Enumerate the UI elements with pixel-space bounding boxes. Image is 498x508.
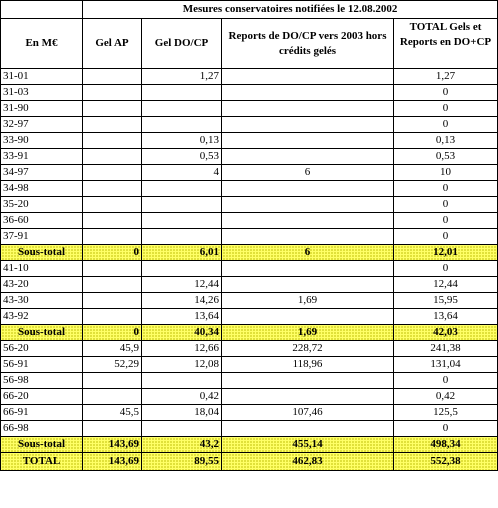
table-row — [1, 85, 498, 101]
row-code: 43-20 — [1, 277, 83, 293]
table-row — [1, 293, 498, 309]
subtotal-label: Sous-total — [1, 325, 83, 341]
gel-ap-cell: 143,69 — [83, 437, 142, 453]
table-row — [1, 405, 498, 421]
table-row — [1, 229, 498, 245]
total-cell: 0 — [394, 101, 498, 117]
gel-ap-cell — [83, 261, 142, 277]
table-row — [1, 117, 498, 133]
grand-total-row — [1, 453, 498, 471]
gel-docp-cell: 1,27 — [142, 69, 222, 85]
gel-docp-cell: 0,53 — [142, 149, 222, 165]
reports-cell — [222, 69, 394, 85]
gel-docp-cell: 0,13 — [142, 133, 222, 149]
gel-docp-cell: 12,66 — [142, 341, 222, 357]
total-cell: 12,44 — [394, 277, 498, 293]
gel-docp-cell — [142, 117, 222, 133]
total-cell: 0,13 — [394, 133, 498, 149]
gel-ap-cell — [83, 309, 142, 325]
header-row — [1, 19, 498, 69]
gel-ap-cell: 0 — [83, 325, 142, 341]
row-code: 41-10 — [1, 261, 83, 277]
gel-docp-cell: 0,42 — [142, 389, 222, 405]
gel-docp-cell — [142, 197, 222, 213]
reports-cell — [222, 181, 394, 197]
header-en-meuro: En M€ — [1, 19, 83, 69]
reports-cell — [222, 389, 394, 405]
table-title: Mesures conservatoires notifiées le 12.08.2002 — [83, 1, 498, 19]
subtotal-row — [1, 245, 498, 261]
total-cell: 0 — [394, 261, 498, 277]
table-row — [1, 197, 498, 213]
gel-docp-cell — [142, 229, 222, 245]
total-cell: 15,95 — [394, 293, 498, 309]
subtotal-row — [1, 437, 498, 453]
total-cell: 0,42 — [394, 389, 498, 405]
reports-cell — [222, 197, 394, 213]
total-cell: 12,01 — [394, 245, 498, 261]
reports-cell — [222, 373, 394, 389]
gel-docp-cell — [142, 85, 222, 101]
total-cell: 0 — [394, 181, 498, 197]
gel-docp-cell — [142, 213, 222, 229]
table-row — [1, 389, 498, 405]
table-row — [1, 421, 498, 437]
reports-cell — [222, 101, 394, 117]
row-code: 66-98 — [1, 421, 83, 437]
total-cell: 498,34 — [394, 437, 498, 453]
gel-ap-cell: 143,69 — [83, 453, 142, 471]
total-cell: 0 — [394, 117, 498, 133]
row-code: 56-20 — [1, 341, 83, 357]
row-code: 31-03 — [1, 85, 83, 101]
reports-cell — [222, 117, 394, 133]
row-code: 31-01 — [1, 69, 83, 85]
gel-docp-cell: 4 — [142, 165, 222, 181]
reports-cell: 228,72 — [222, 341, 394, 357]
row-code: 34-98 — [1, 181, 83, 197]
gel-docp-cell — [142, 101, 222, 117]
row-code: 32-97 — [1, 117, 83, 133]
table-row — [1, 133, 498, 149]
gel-docp-cell — [142, 181, 222, 197]
reports-cell: 107,46 — [222, 405, 394, 421]
table-row — [1, 69, 498, 85]
gel-ap-cell: 45,5 — [83, 405, 142, 421]
reports-cell — [222, 85, 394, 101]
reports-cell — [222, 277, 394, 293]
row-code: 43-92 — [1, 309, 83, 325]
table-row — [1, 149, 498, 165]
table-row — [1, 309, 498, 325]
row-code: 66-91 — [1, 405, 83, 421]
total-cell: 0,53 — [394, 149, 498, 165]
row-code: 35-20 — [1, 197, 83, 213]
gel-ap-cell — [83, 197, 142, 213]
gel-docp-cell: 14,26 — [142, 293, 222, 309]
reports-cell: 1,69 — [222, 325, 394, 341]
reports-cell: 6 — [222, 245, 394, 261]
gel-ap-cell — [83, 213, 142, 229]
table-row — [1, 373, 498, 389]
total-cell: 0 — [394, 197, 498, 213]
reports-cell: 1,69 — [222, 293, 394, 309]
reports-cell: 462,83 — [222, 453, 394, 471]
gel-ap-cell — [83, 117, 142, 133]
table-row — [1, 181, 498, 197]
total-cell: 0 — [394, 213, 498, 229]
row-code: 56-98 — [1, 373, 83, 389]
gel-docp-cell: 12,44 — [142, 277, 222, 293]
row-code: 31-90 — [1, 101, 83, 117]
reports-cell — [222, 229, 394, 245]
total-cell: 42,03 — [394, 325, 498, 341]
total-cell: 125,5 — [394, 405, 498, 421]
gel-ap-cell — [83, 373, 142, 389]
row-code: 37-91 — [1, 229, 83, 245]
reports-cell: 118,96 — [222, 357, 394, 373]
total-cell: 0 — [394, 421, 498, 437]
gel-ap-cell — [83, 421, 142, 437]
gel-ap-cell — [83, 165, 142, 181]
gel-docp-cell: 18,04 — [142, 405, 222, 421]
table-row — [1, 165, 498, 181]
total-cell: 10 — [394, 165, 498, 181]
total-label: TOTAL — [1, 453, 83, 471]
reports-cell: 455,14 — [222, 437, 394, 453]
gel-ap-cell — [83, 389, 142, 405]
reports-cell — [222, 421, 394, 437]
row-code: 34-97 — [1, 165, 83, 181]
table-row — [1, 261, 498, 277]
gel-docp-cell: 13,64 — [142, 309, 222, 325]
total-cell: 0 — [394, 373, 498, 389]
reports-cell — [222, 133, 394, 149]
gel-docp-cell: 43,2 — [142, 437, 222, 453]
total-cell: 131,04 — [394, 357, 498, 373]
row-code: 66-20 — [1, 389, 83, 405]
total-cell: 552,38 — [394, 453, 498, 471]
table-row — [1, 357, 498, 373]
subtotal-label: Sous-total — [1, 437, 83, 453]
gel-ap-cell — [83, 149, 142, 165]
gel-ap-cell: 45,9 — [83, 341, 142, 357]
corner-cell — [1, 1, 83, 19]
gel-ap-cell — [83, 133, 142, 149]
subtotal-label: Sous-total — [1, 245, 83, 261]
gel-ap-cell — [83, 69, 142, 85]
gel-docp-cell — [142, 261, 222, 277]
row-code: 33-90 — [1, 133, 83, 149]
title-row — [1, 1, 498, 19]
row-code: 36-60 — [1, 213, 83, 229]
row-code: 33-91 — [1, 149, 83, 165]
reports-cell — [222, 149, 394, 165]
table-row — [1, 277, 498, 293]
header-gel-ap: Gel AP — [83, 19, 142, 69]
gel-ap-cell — [83, 85, 142, 101]
gel-docp-cell: 12,08 — [142, 357, 222, 373]
subtotal-row — [1, 325, 498, 341]
gel-docp-cell — [142, 373, 222, 389]
header-total: TOTAL Gels et Reports en DO+CP — [394, 19, 498, 69]
total-cell: 0 — [394, 85, 498, 101]
gel-ap-cell — [83, 293, 142, 309]
reports-cell — [222, 261, 394, 277]
gel-docp-cell: 89,55 — [142, 453, 222, 471]
gel-ap-cell: 52,29 — [83, 357, 142, 373]
gel-ap-cell: 0 — [83, 245, 142, 261]
gel-docp-cell: 40,34 — [142, 325, 222, 341]
reports-cell: 6 — [222, 165, 394, 181]
table-row — [1, 101, 498, 117]
gel-docp-cell — [142, 421, 222, 437]
table-row — [1, 213, 498, 229]
gel-ap-cell — [83, 181, 142, 197]
reports-cell — [222, 309, 394, 325]
row-code: 56-91 — [1, 357, 83, 373]
reports-cell — [222, 213, 394, 229]
table-row — [1, 341, 498, 357]
gel-ap-cell — [83, 277, 142, 293]
total-cell: 241,38 — [394, 341, 498, 357]
total-cell: 13,64 — [394, 309, 498, 325]
total-cell: 0 — [394, 229, 498, 245]
header-reports: Reports de DO/CP vers 2003 hors crédits gelés — [222, 19, 394, 69]
gel-ap-cell — [83, 229, 142, 245]
gel-docp-cell: 6,01 — [142, 245, 222, 261]
header-gel-docp: Gel DO/CP — [142, 19, 222, 69]
row-code: 43-30 — [1, 293, 83, 309]
gel-ap-cell — [83, 101, 142, 117]
total-cell: 1,27 — [394, 69, 498, 85]
